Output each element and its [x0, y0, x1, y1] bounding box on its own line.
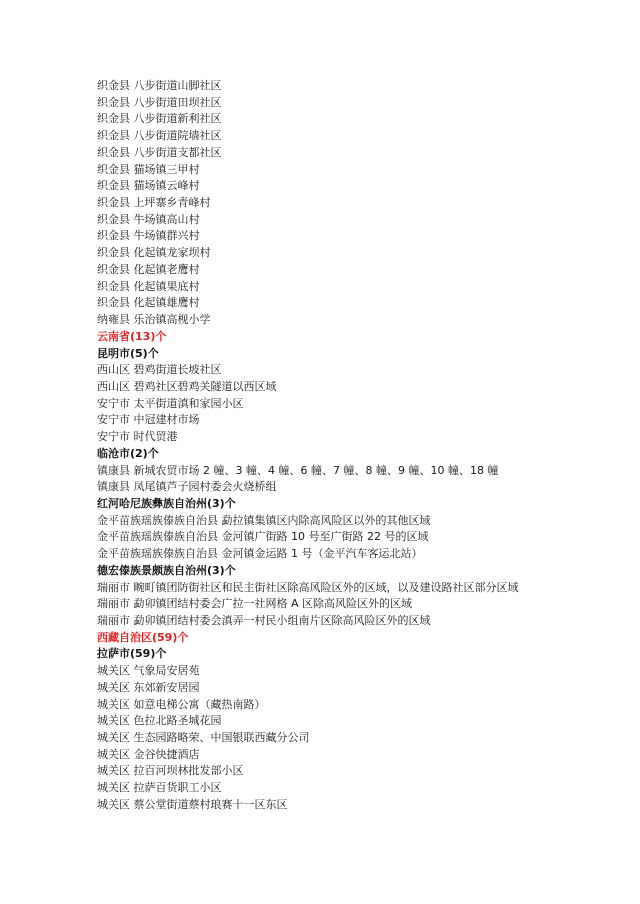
area-entry: 瑞丽市 畹町镇团防街社区和民主街社区除高风险区外的区域，以及建设路社区部分区域 [97, 580, 519, 594]
area-entry: 西山区 碧鸡社区碧鸡关隧道以西区域 [97, 379, 277, 393]
area-entry: 安宁市 时代贸港 [97, 430, 178, 444]
area-entry: 织金县 牛场镇群兴村 [97, 229, 200, 243]
area-entry: 西山区 碧鸡街道长坡社区 [97, 363, 222, 377]
area-entry: 瑞丽市 勐卯镇团结村委会广拉一社网格 A 区除高风险区外的区域 [97, 597, 413, 611]
area-entry: 安宁市 中冠建材市场 [97, 413, 200, 427]
province-heading: 西藏自治区(59)个 [97, 630, 189, 644]
area-entry: 城关区 蔡公堂街道蔡村琅赛十一区东区 [97, 797, 288, 811]
area-entry: 织金县 八步街道田坝社区 [97, 95, 222, 109]
area-entry: 城关区 如意电梯公寓（藏热南路） [97, 697, 266, 711]
area-entry: 城关区 东郊新安居园 [97, 680, 200, 694]
area-entry: 城关区 金谷快捷酒店 [97, 747, 200, 761]
area-entry: 织金县 化起镇龙家坝村 [97, 246, 211, 260]
area-entry: 织金县 八步街道新利社区 [97, 112, 222, 126]
area-entry: 织金县 八步街道院墙社区 [97, 129, 222, 143]
area-entry: 织金县 化起镇雄鹰村 [97, 296, 200, 310]
area-entry: 织金县 牛场镇高山村 [97, 212, 200, 226]
area-entry: 镇康县 新城农贸市场 2 幢、3 幢、4 幢、6 幢、7 幢、8 幢、9 幢、10 幢、18 幢 [97, 463, 499, 477]
area-entry: 织金县 猫场镇三甲村 [97, 162, 200, 176]
area-entry: 城关区 气象局安居苑 [97, 664, 200, 678]
risk-area-list [97, 78, 519, 814]
city-heading: 德宏傣族景颇族自治州(3)个 [97, 563, 236, 577]
city-heading: 昆明市(5)个 [97, 346, 159, 360]
area-entry: 织金县 化起镇老鹰村 [97, 262, 200, 276]
city-heading: 红河哈尼族彝族自治州(3)个 [97, 496, 236, 510]
area-entry: 金平苗族瑶族傣族自治县 勐拉镇集镇区内除高风险区以外的其他区域 [97, 513, 431, 527]
area-entry: 城关区 生态园路略荣、中国银联西藏分公司 [97, 731, 310, 745]
area-entry: 金平苗族瑶族傣族自治县 金河镇金运路 1 号（金平汽车客运北站） [97, 547, 423, 561]
area-entry: 织金县 八步街道支都社区 [97, 145, 222, 159]
area-entry: 镇康县 凤尾镇芦子园村委会火烧桥组 [97, 480, 277, 494]
area-entry: 安宁市 太平街道滇和家园小区 [97, 396, 244, 410]
area-entry: 瑞丽市 勐卯镇团结村委会滇弄一村民小组南片区除高风险区外的区域 [97, 614, 431, 627]
area-entry: 城关区 拉百河坝林批发部小区 [97, 764, 244, 778]
area-entry: 城关区 拉萨百货职工小区 [97, 781, 222, 795]
area-entry: 织金县 八步街道山脚社区 [97, 79, 222, 92]
province-heading: 云南省(13)个 [97, 329, 167, 343]
area-entry: 纳雍县 乐治镇高枧小学 [97, 313, 211, 327]
area-entry: 织金县 化起镇果底村 [97, 279, 200, 293]
area-entry: 织金县 猫场镇云峰村 [97, 179, 200, 193]
area-entry: 城关区 色拉北路圣城花园 [97, 714, 222, 728]
city-heading: 临沧市(2)个 [97, 446, 159, 460]
city-heading: 拉萨市(59)个 [97, 647, 167, 661]
area-entry: 金平苗族瑶族傣族自治县 金河镇广街路 10 号至广街路 22 号的区域 [97, 530, 429, 544]
area-entry: 织金县 上坪寨乡青峰村 [97, 196, 211, 210]
